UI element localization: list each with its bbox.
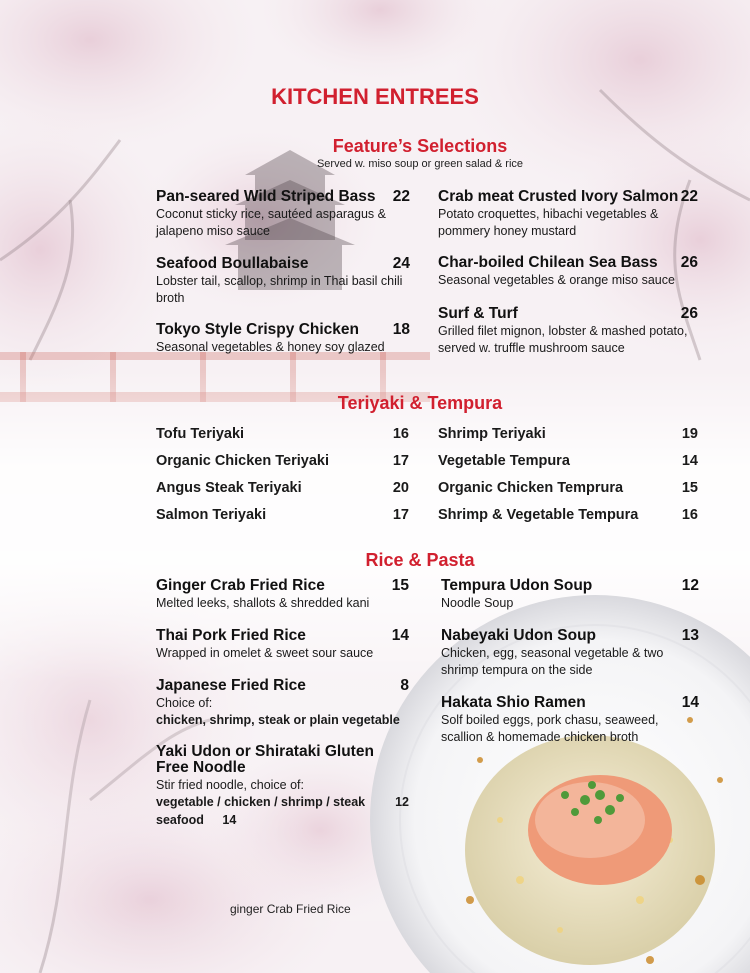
item-price: 16 — [392, 426, 409, 442]
menu-item — [156, 677, 409, 729]
item-name: Organic Chicken Teriyaki — [156, 453, 329, 469]
item-price: 15 — [681, 480, 698, 496]
item-name: Shrimp Teriyaki — [438, 426, 546, 442]
item-desc: Seasonal vegetables & honey soy glazed — [156, 340, 385, 354]
item-option: seafood — [156, 813, 204, 827]
photo-caption: ginger Crab Fried Rice — [230, 902, 351, 916]
item-price: 22 — [680, 188, 698, 205]
item-price: 26 — [680, 254, 698, 271]
menu-item — [438, 453, 698, 469]
item-price: 20 — [392, 480, 409, 496]
menu-item — [156, 453, 409, 469]
item-price: 12 — [681, 577, 699, 594]
item-price: 17 — [392, 453, 409, 469]
item-price: 17 — [392, 507, 409, 523]
item-name: Seafood Boullabaise — [156, 255, 309, 272]
item-desc: Solf boiled eggs, pork chasu, seaweed, scallion & homemade chicken broth — [441, 713, 659, 744]
item-price: 13 — [681, 627, 699, 644]
item-name-line2: Free Noodle — [156, 759, 246, 776]
menu-item — [156, 426, 409, 442]
item-option-row — [156, 794, 409, 811]
item-desc: Noodle Soup — [441, 596, 514, 610]
item-name: Tokyo Style Crispy Chicken — [156, 321, 359, 338]
item-price: 22 — [392, 188, 410, 205]
menu-item — [156, 507, 409, 523]
item-name: Organic Chicken Temprura — [438, 480, 624, 496]
item-price: 18 — [392, 321, 410, 338]
item-name: Salmon Teriyaki — [156, 507, 267, 523]
features-note: Served w. miso soup or green salad & rice — [316, 158, 524, 170]
item-option-price: 12 — [395, 795, 409, 809]
item-option-price: 14 — [222, 813, 237, 827]
item-name: Ginger Crab Fried Rice — [156, 577, 325, 594]
item-desc: Wrapped in omelet & sweet sour sauce — [156, 646, 374, 660]
item-name: Shrimp & Vegetable Tempura — [438, 507, 639, 523]
item-price: 24 — [392, 255, 410, 272]
item-name: Crab meat Crusted Ivory Salmon — [438, 188, 679, 205]
menu-item — [441, 694, 699, 746]
item-desc: Melted leeks, shallots & shredded kani — [156, 596, 370, 610]
item-option: vegetable / chicken / shrimp / steak — [156, 795, 366, 809]
item-name: Surf & Turf — [438, 305, 518, 322]
item-price: 8 — [400, 677, 409, 694]
item-name: Angus Steak Teriyaki — [156, 480, 302, 496]
item-price: 15 — [391, 577, 409, 594]
item-price: 26 — [680, 305, 698, 322]
item-name: Char-boiled Chilean Sea Bass — [438, 254, 658, 271]
section-title-teriyaki: Teriyaki & Tempura — [337, 393, 503, 413]
menu-item — [156, 743, 409, 829]
menu-item — [438, 254, 698, 289]
item-desc: Seasonal vegetables & orange miso sauce — [438, 273, 675, 287]
item-desc: Choice of: — [156, 696, 213, 710]
menu-item — [438, 480, 698, 496]
item-price: 14 — [391, 627, 409, 644]
menu-item — [156, 255, 410, 307]
menu-item — [438, 507, 698, 523]
section-title-rice: Rice & Pasta — [365, 550, 475, 570]
item-desc: Grilled filet mignon, lobster & mashed potato, served w. truffle mushroom sauce — [438, 324, 688, 355]
item-name: Nabeyaki Udon Soup — [441, 627, 597, 644]
menu-item — [438, 426, 698, 442]
page-title: KITCHEN ENTREES — [271, 84, 479, 109]
item-name: Pan-seared Wild Striped Bass — [156, 188, 376, 205]
menu-item — [156, 480, 409, 496]
menu-item — [156, 627, 409, 662]
item-name: Thai Pork Fried Rice — [156, 627, 306, 644]
item-name: Vegetable Tempura — [438, 453, 570, 469]
item-desc: Lobster tail, scallop, shrimp in Thai basil chili broth — [156, 274, 403, 305]
item-desc: Chicken, egg, seasonal vegetable & two shrimp tempura on the side — [441, 646, 664, 677]
item-options: chicken, shrimp, steak or plain vegetable — [156, 713, 400, 727]
menu-item — [156, 577, 409, 612]
item-desc: Potato croquettes, hibachi vegetables & pommery honey mustard — [438, 207, 659, 238]
item-name: Tofu Teriyaki — [156, 426, 245, 442]
item-desc: Coconut sticky rice, sautéed asparagus & jalapeno miso sauce — [156, 207, 386, 238]
item-price: 14 — [681, 694, 699, 711]
menu-item — [438, 305, 698, 357]
item-name: Hakata Shio Ramen — [441, 694, 586, 711]
menu-item — [441, 627, 699, 679]
item-desc: Stir fried noodle, choice of: — [156, 778, 304, 792]
menu-item — [438, 188, 698, 240]
item-name: Tempura Udon Soup — [441, 577, 593, 594]
item-price: 14 — [681, 453, 698, 469]
menu-item — [156, 321, 410, 356]
item-option-row — [156, 811, 409, 829]
item-name: Japanese Fried Rice — [156, 677, 306, 694]
item-name: Yaki Udon or Shirataki Gluten — [156, 743, 374, 760]
item-price: 19 — [681, 426, 698, 442]
item-price: 16 — [681, 507, 698, 523]
menu-item — [441, 577, 699, 612]
menu-item — [156, 188, 410, 240]
section-title-features: Feature’s Selections — [332, 136, 508, 156]
